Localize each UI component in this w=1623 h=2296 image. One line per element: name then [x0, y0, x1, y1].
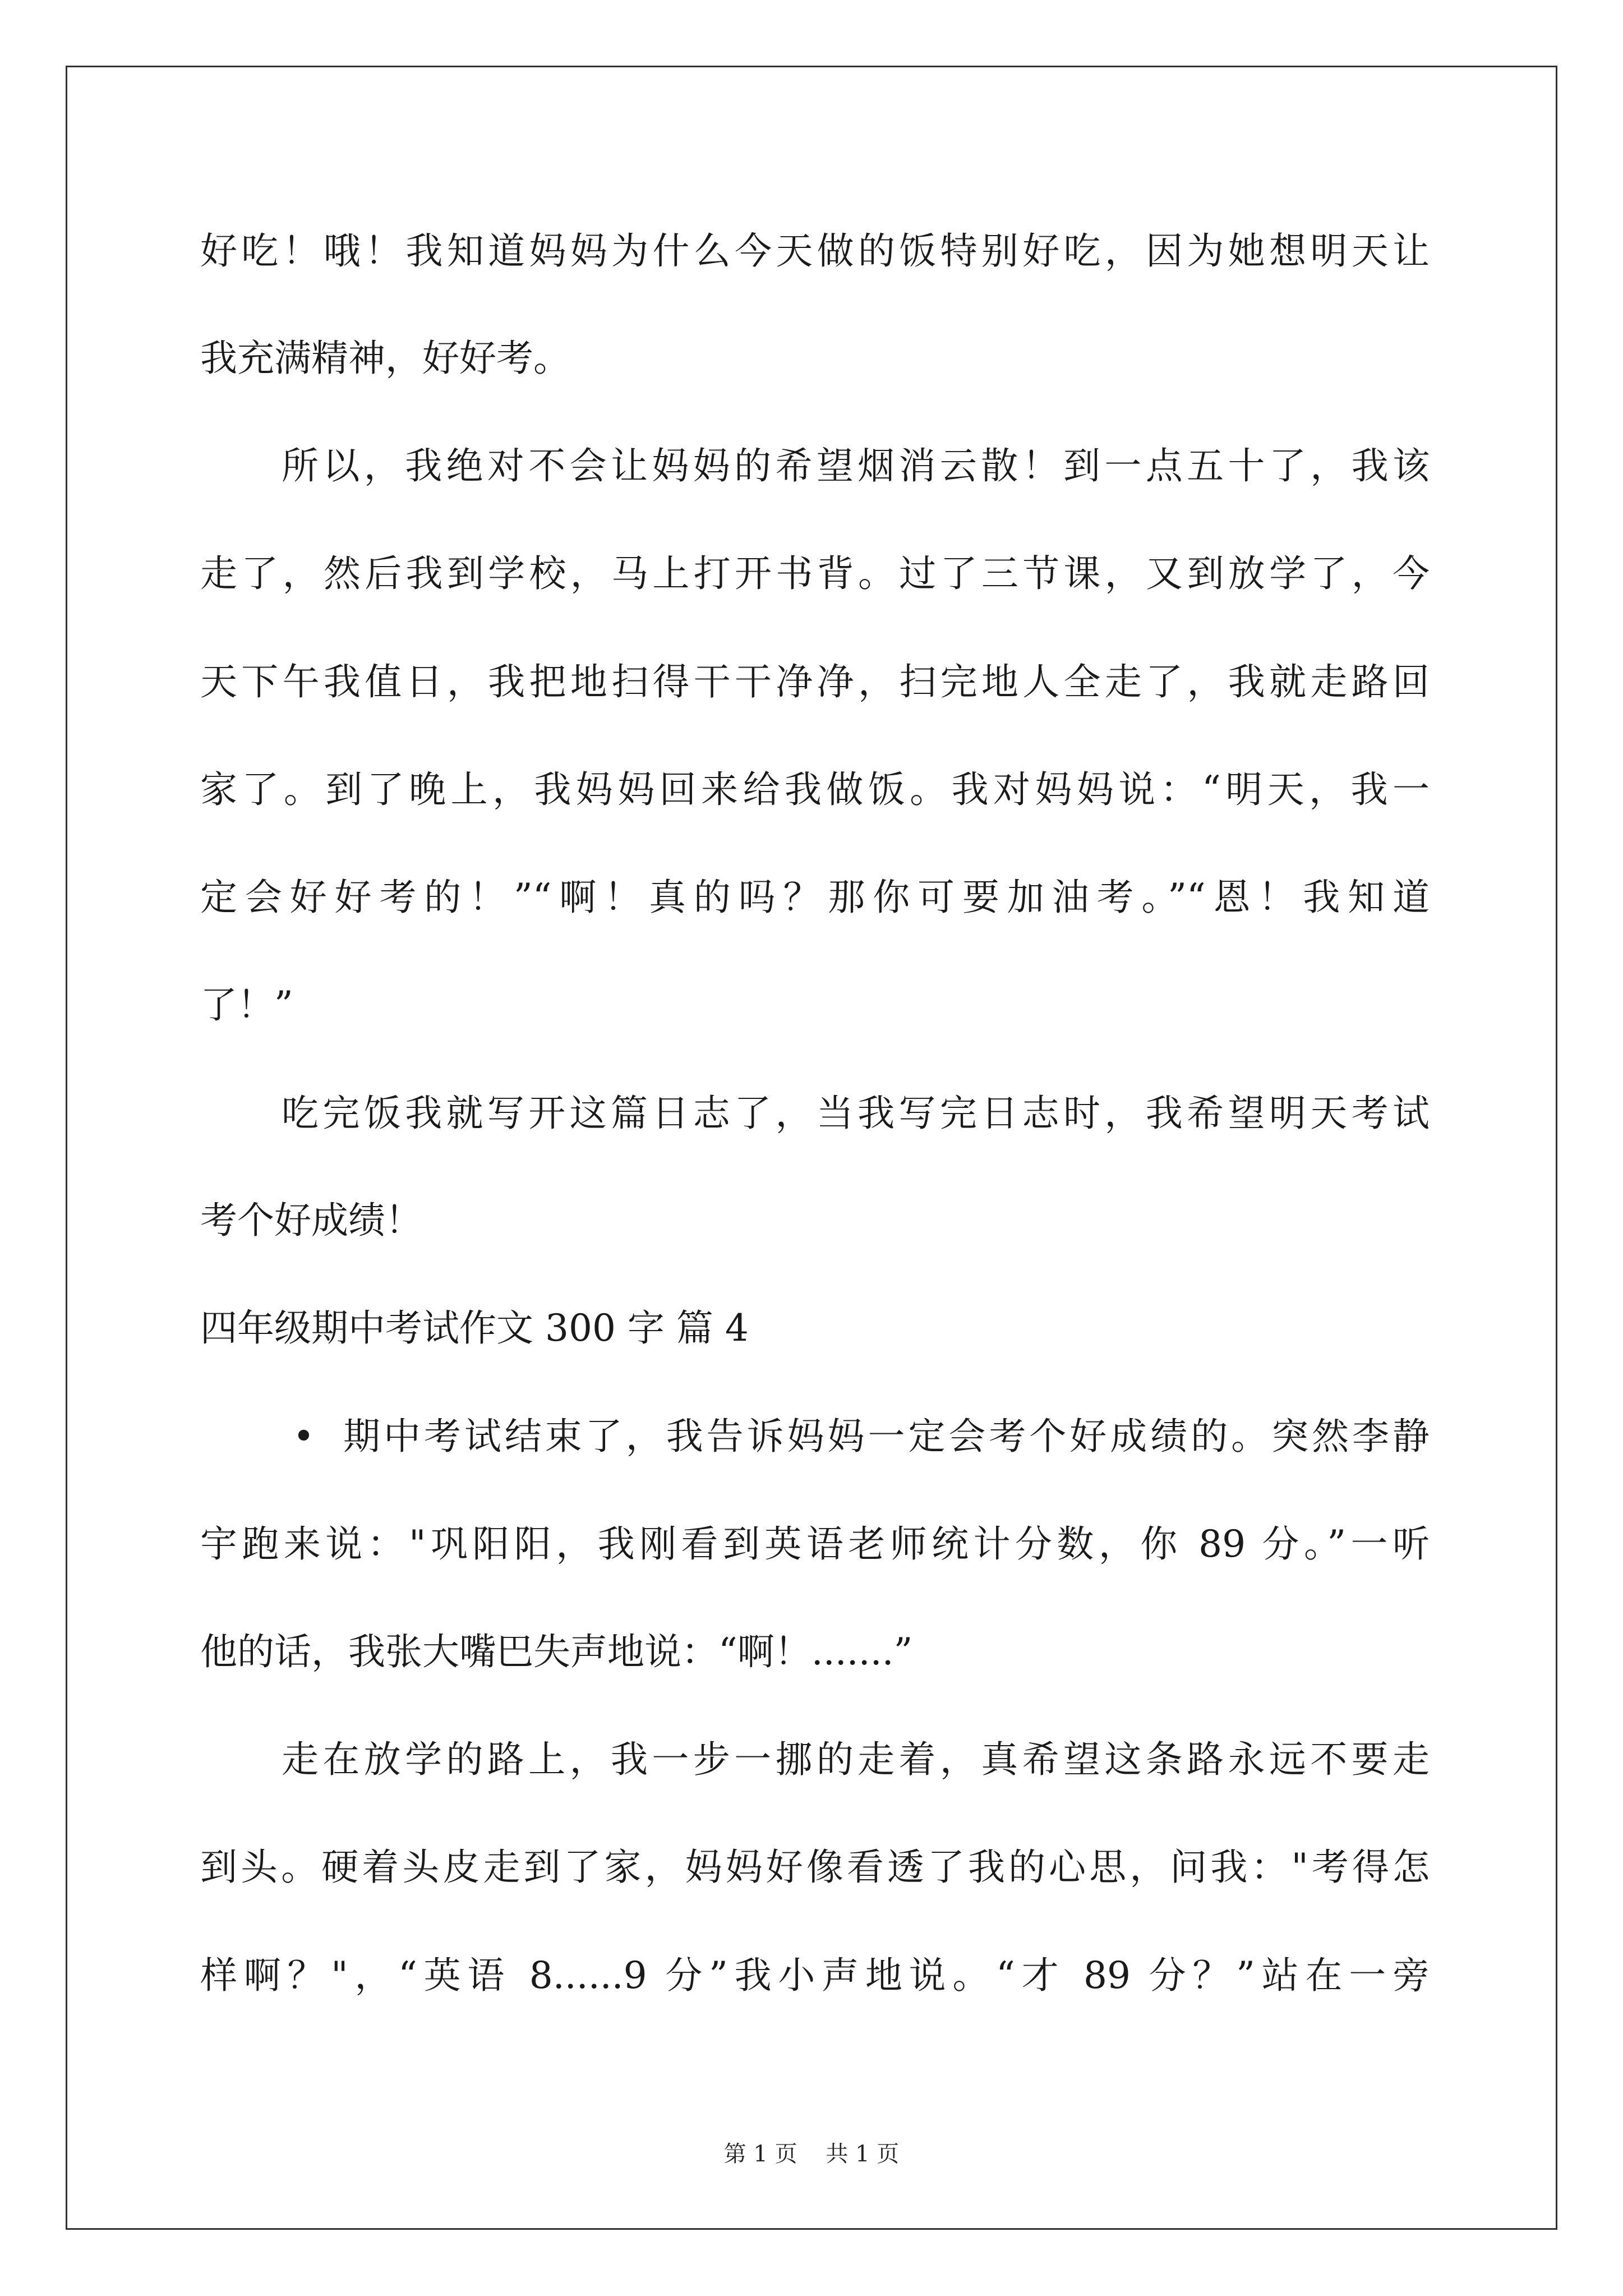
text-line: 所以，我绝对不会让妈妈的希望烟消云散！到一点五十了，我该 [282, 444, 1430, 487]
text-line: 我充满精神，好好考。 [200, 337, 570, 380]
text-line: 好吃！哦！我知道妈妈为什么今天做的饭特别好吃，因为她想明天让 [200, 229, 1430, 273]
text-line: 家了。到了晚上，我妈妈回来给我做饭。我对妈妈说：“明天，我一 [200, 768, 1430, 811]
text-line: 吃完饭我就写开这篇日志了，当我写完日志时，我希望明天考试 [282, 1092, 1430, 1135]
section-heading: 四年级期中考试作文 300 字 篇 4 [200, 1306, 749, 1350]
text-line: 到头。硬着头皮走到了家，妈妈好像看透了我的心思，问我："考得怎 [200, 1846, 1430, 1889]
text-line: 天下午我值日，我把地扫得干干净净，扫完地人全走了，我就走路回 [200, 660, 1430, 703]
text-line: 了！” [200, 983, 293, 1027]
text-line: 样啊？"，“英语 8......9 分”我小声地说。“才 89 分？”站在一旁 [200, 1954, 1430, 1997]
text-line: 宇跑来说："巩阳阳，我刚看到英语老师统计分数，你 89 分。”一听 [200, 1522, 1430, 1566]
text-line: 考个好成绩！ [200, 1199, 422, 1242]
text-line: 走了，然后我到学校，马上打开书背。过了三节课，又到放学了，今 [200, 552, 1430, 595]
text-line: 他的话，我张大嘴巴失声地说：“啊！.......” [200, 1630, 913, 1673]
text-line: 期中考试结束了，我告诉妈妈一定会考个好成绩的。突然李静 [343, 1415, 1430, 1458]
page-border [66, 66, 1557, 2230]
text-line: 定会好好考的！”“啊！真的吗？那你可要加油考。”“恩！我知道 [200, 876, 1430, 919]
text-line: 走在放学的路上，我一步一挪的走着，真希望这条路永远不要走 [282, 1738, 1430, 1781]
bullet-icon: • [293, 1415, 315, 1458]
page-footer: 第 1 页 共 1 页 [723, 2141, 900, 2167]
